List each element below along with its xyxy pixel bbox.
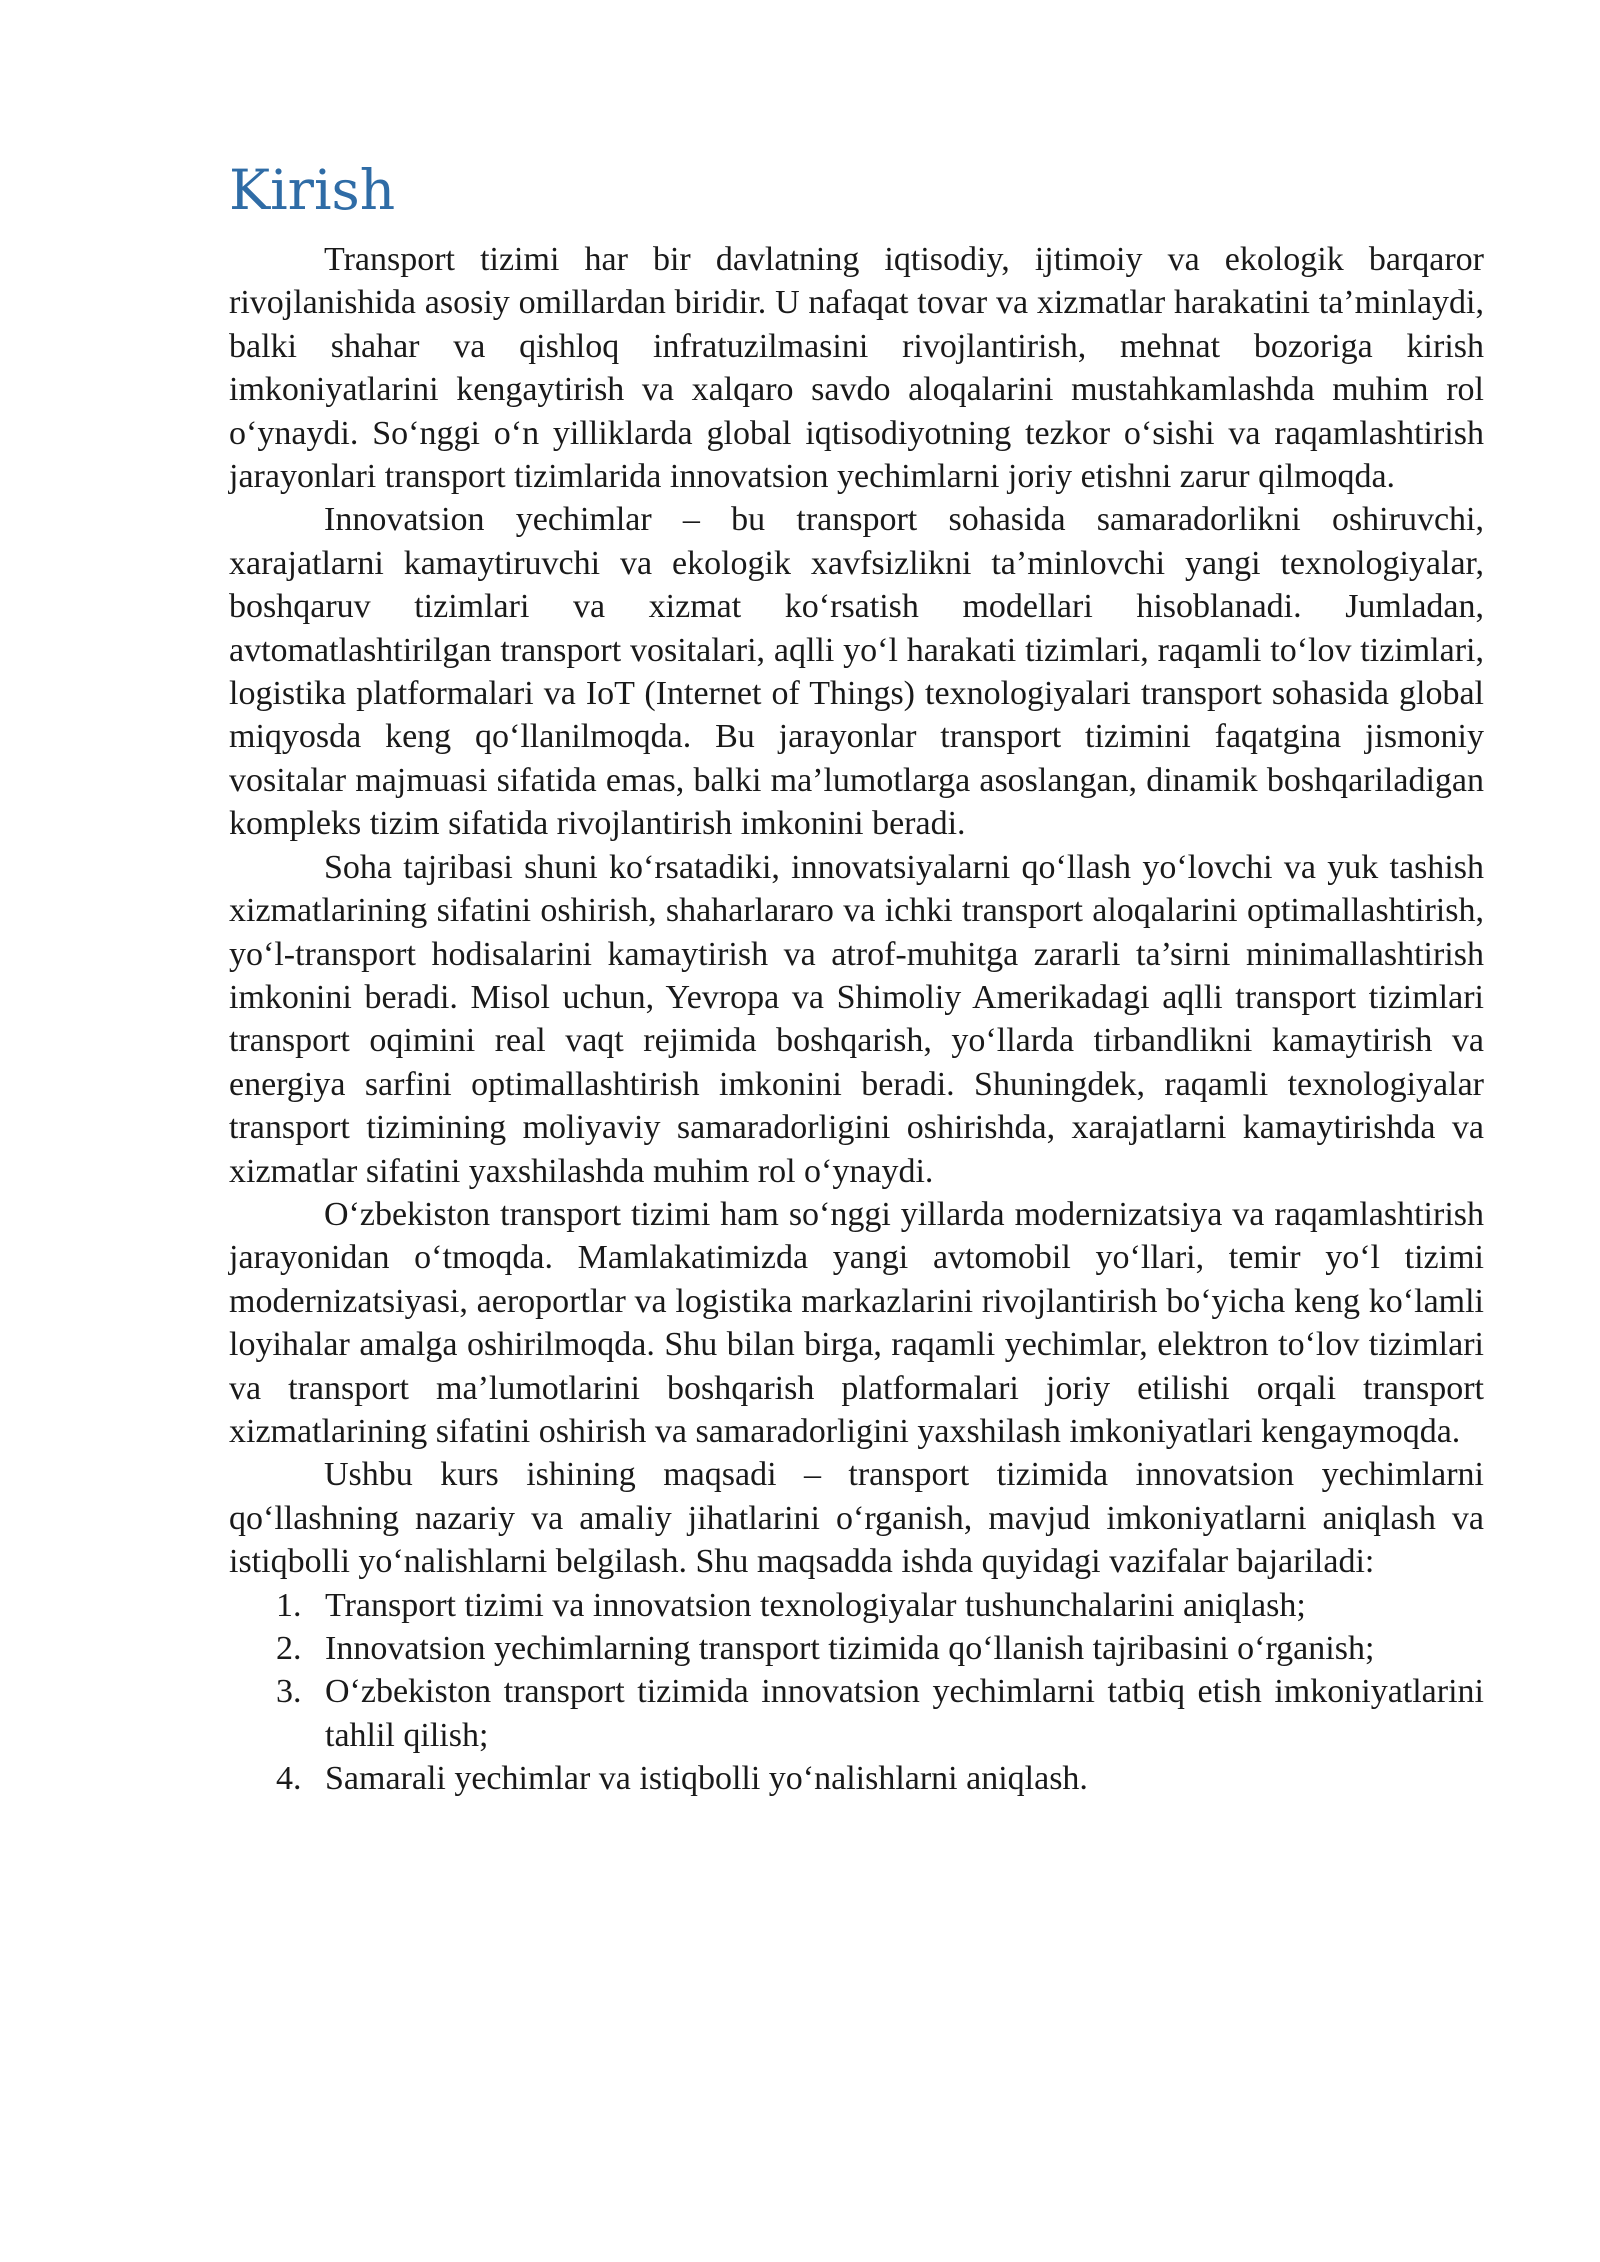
list-item-number: 2.: [276, 1630, 302, 1667]
list-item: [229, 1757, 1484, 1800]
list-item: [229, 1627, 1484, 1670]
list-item-text: O‘zbekiston transport tizimida innovatsion yechimlarni tatbiq etish imkoniyatlarini tahlil qilish;: [325, 1673, 1484, 1754]
task-list: [229, 1584, 1484, 1801]
list-item-number: 1.: [276, 1586, 302, 1624]
list-item-number: 3.: [276, 1673, 302, 1711]
paragraph-goal: Ushbu kurs ishining maqsadi – transport tizimida innovatsion yechimlarni qo‘llashning nazariy va amaliy jihatlarini o‘rganish, mavjud imkoniyatlarni aniqlash va istiqbolli yo‘nalishlarni belgilash. Shu maqsadda ishda quyidagi vazifalar bajariladi:: [229, 1456, 1484, 1581]
list-item-text: Samarali yechimlar va istiqbolli yo‘nalishlarni aniqlash.: [325, 1760, 1088, 1798]
list-item-text: Innovatsion yechimlarning transport tizimida qo‘llanish tajribasini o‘rganish;: [325, 1630, 1375, 1667]
document-page: [229, 150, 1484, 1801]
paragraph-experience: Soha tajribasi shuni ko‘rsatadiki, innovatsiyalarni qo‘llash yo‘lovchi va yuk tashish xizmatlarining sifatini oshirish, shaharlararo va ichki transport aloqalarini optimallashtirish, yo‘l-transport hodisalarini kamaytirish va atrof-muhitga zararli ta’sirni minimallashtirish imkonini beradi. Misol uchun, Yevropa va Shimoliy Amerikadagi aqlli transport tizimlari transport oqimini real vaqt rejimida boshqarish, yo‘llarda tirbandlikni kamaytirish va energiya sarfini optimallashtirish imkonini beradi. Shuningdek, raqamli texnologiyalar transport tizimining moliyaviy samaradorligini oshirishda, xarajatlarni kamaytirishda va xizmatlar sifatini yaxshilashda muhim rol o‘ynaydi.: [229, 848, 1484, 1190]
paragraph-innovations: Innovatsion yechimlar – bu transport sohasida samaradorlikni oshiruvchi, xarajatlarni kamaytiruvchi va ekologik xavfsizlikni ta’minlovchi yangi texnologiyalar, boshqaruv tizimlari va xizmat ko‘rsatish modellari hisoblanadi. Jumladan, avtomatlashtirilgan transport vositalari, aqlli yo‘l harakati tizimlari, raqamli to‘lov tizimlari, logistika platformalari va IoT (Internet of Things) texnologiyalari transport sohasida global miqyosda keng qo‘llanilmoqda. Bu jarayonlar transport tizimini faqatgina jismoniy vositalar majmuasi sifatida emas, balki ma’lumotlarga asoslangan, dinamik boshqariladigan kompleks tizim sifatida rivojlantirish imkonini beradi.: [229, 501, 1484, 843]
paragraph-uzbekistan: O‘zbekiston transport tizimi ham so‘nggi yillarda modernizatsiya va raqamlashtirish jarayonidan o‘tmoqda. Mamlakatimizda yangi avtomobil yo‘llari, temir yo‘l tizimi modernizatsiyasi, aeroportlar va logistika markazlarini rivojlantirish bo‘yicha keng ko‘lamli loyihalar amalga oshirilmoqda. Shu bilan birga, raqamli yechimlar, elektron to‘lov tizimlari va transport ma’lumotlarini boshqarish platformalari joriy etilishi orqali transport xizmatlarining sifatini oshirish va samaradorligini yaxshilash imkoniyatlari kengaymoqda.: [229, 1195, 1484, 1450]
list-item-number: 4.: [276, 1760, 302, 1798]
list-item: [229, 1670, 1484, 1757]
paragraph-intro: Transport tizimi har bir davlatning iqtisodiy, ijtimoiy va ekologik barqaror rivojlanishida asosiy omillardan biridir. U nafaqat tovar va xizmatlar harakatini ta’minlaydi, balki shahar va qishloq infratuzilmasini rivojlantirish, mehnat bozoriga kirish imkoniyatlarini kengaytirish va xalqaro savdo aloqalarini mustahkamlashda muhim rol o‘ynaydi. So‘nggi o‘n yilliklarda global iqtisodiyotning tezkor o‘sishi va raqamlashtirish jarayonlari transport tizimlarida innovatsion yechimlarni joriy etishni zarur qilmoqda.: [229, 241, 1484, 496]
section-heading: Kirish: [229, 158, 396, 222]
list-item-text: Transport tizimi va innovatsion texnologiyalar tushunchalarini aniqlash;: [325, 1586, 1306, 1624]
list-item: [229, 1584, 1484, 1627]
